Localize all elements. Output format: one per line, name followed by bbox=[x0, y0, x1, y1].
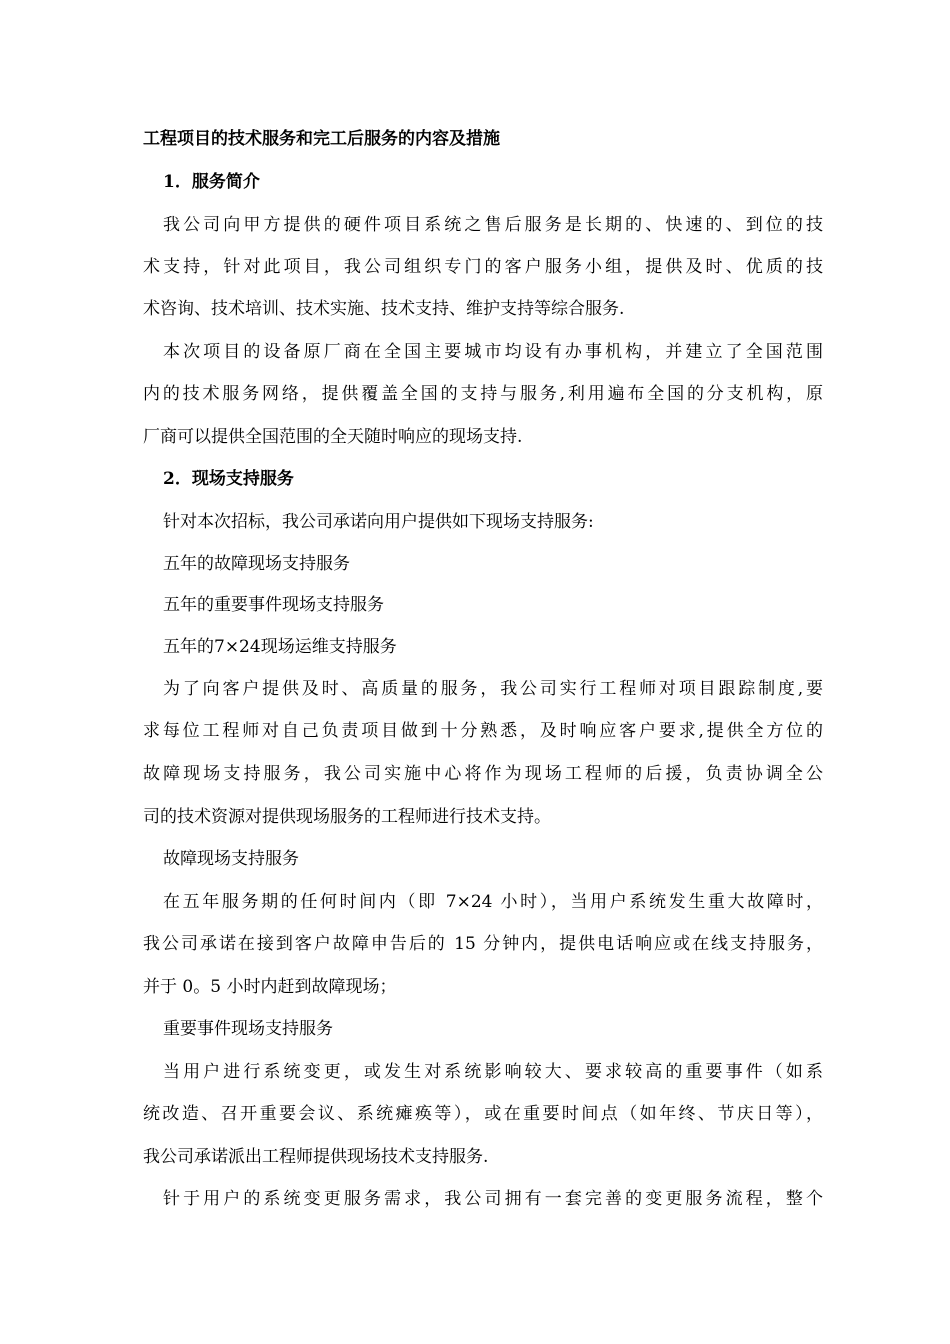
paragraph-line: 内的技术服务网络，提供覆盖全国的支持与服务,利用遍布全国的分支机构，原 bbox=[143, 384, 823, 404]
paragraph-line: 术咨询、技术培训、技术实施、技术支持、维护支持等综合服务. bbox=[143, 299, 625, 319]
service-item: 五年的7×24现场运维支持服务 bbox=[163, 637, 397, 657]
paragraph-line: 针对本次招标，我公司承诺向用户提供如下现场支持服务: bbox=[163, 512, 594, 532]
section-heading-2: 2．现场支持服务 bbox=[163, 469, 294, 489]
paragraph-line: 针于用户的系统变更服务需求，我公司拥有一套完善的变更服务流程，整个 bbox=[163, 1189, 823, 1209]
service-item: 五年的故障现场支持服务 bbox=[163, 554, 350, 574]
paragraph-line: 我公司承诺派出工程师提供现场技术支持服务. bbox=[143, 1147, 489, 1167]
paragraph-line: 为了向客户提供及时、高质量的服务，我公司实行工程师对项目跟踪制度,要 bbox=[163, 679, 823, 699]
paragraph-line: 故障现场支持服务，我公司实施中心将作为现场工程师的后援，负责协调全公 bbox=[143, 764, 823, 784]
paragraph-line: 我公司向甲方提供的硬件项目系统之售后服务是长期的、快速的、到位的技 bbox=[163, 215, 823, 235]
paragraph-line: 统改造、召开重要会议、系统瘫痪等），或在重要时间点（如年终、节庆日等）， bbox=[143, 1104, 823, 1124]
subheading-important-event-support: 重要事件现场支持服务 bbox=[163, 1019, 333, 1039]
subheading-fault-support: 故障现场支持服务 bbox=[163, 849, 299, 869]
paragraph-line: 求每位工程师对自己负责项目做到十分熟悉，及时响应客户要求,提供全方位的 bbox=[143, 721, 823, 741]
paragraph-line: 本次项目的设备原厂商在全国主要城市均设有办事机构，并建立了全国范围 bbox=[163, 342, 823, 362]
service-item: 五年的重要事件现场支持服务 bbox=[163, 595, 384, 615]
paragraph-line: 并于 0。5 小时内赶到故障现场； bbox=[143, 977, 397, 997]
paragraph-line: 当用户进行系统变更，或发生对系统影响较大、要求较高的重要事件（如系 bbox=[163, 1062, 823, 1082]
paragraph-line: 我公司承诺在接到客户故障申告后的 15 分钟内，提供电话响应或在线支持服务， bbox=[143, 934, 823, 954]
paragraph-line: 在五年服务期的任何时间内（即 7×24 小时），当用户系统发生重大故障时， bbox=[163, 892, 823, 912]
paragraph-line: 术支持，针对此项目，我公司组织专门的客户服务小组，提供及时、优质的技 bbox=[143, 257, 823, 277]
document-title: 工程项目的技术服务和完工后服务的内容及措施 bbox=[143, 129, 500, 149]
paragraph-line: 厂商可以提供全国范围的全天随时响应的现场支持. bbox=[143, 427, 523, 447]
section-heading-1: 1．服务简介 bbox=[163, 172, 260, 192]
paragraph-line: 司的技术资源对提供现场服务的工程师进行技术支持。 bbox=[143, 807, 551, 827]
